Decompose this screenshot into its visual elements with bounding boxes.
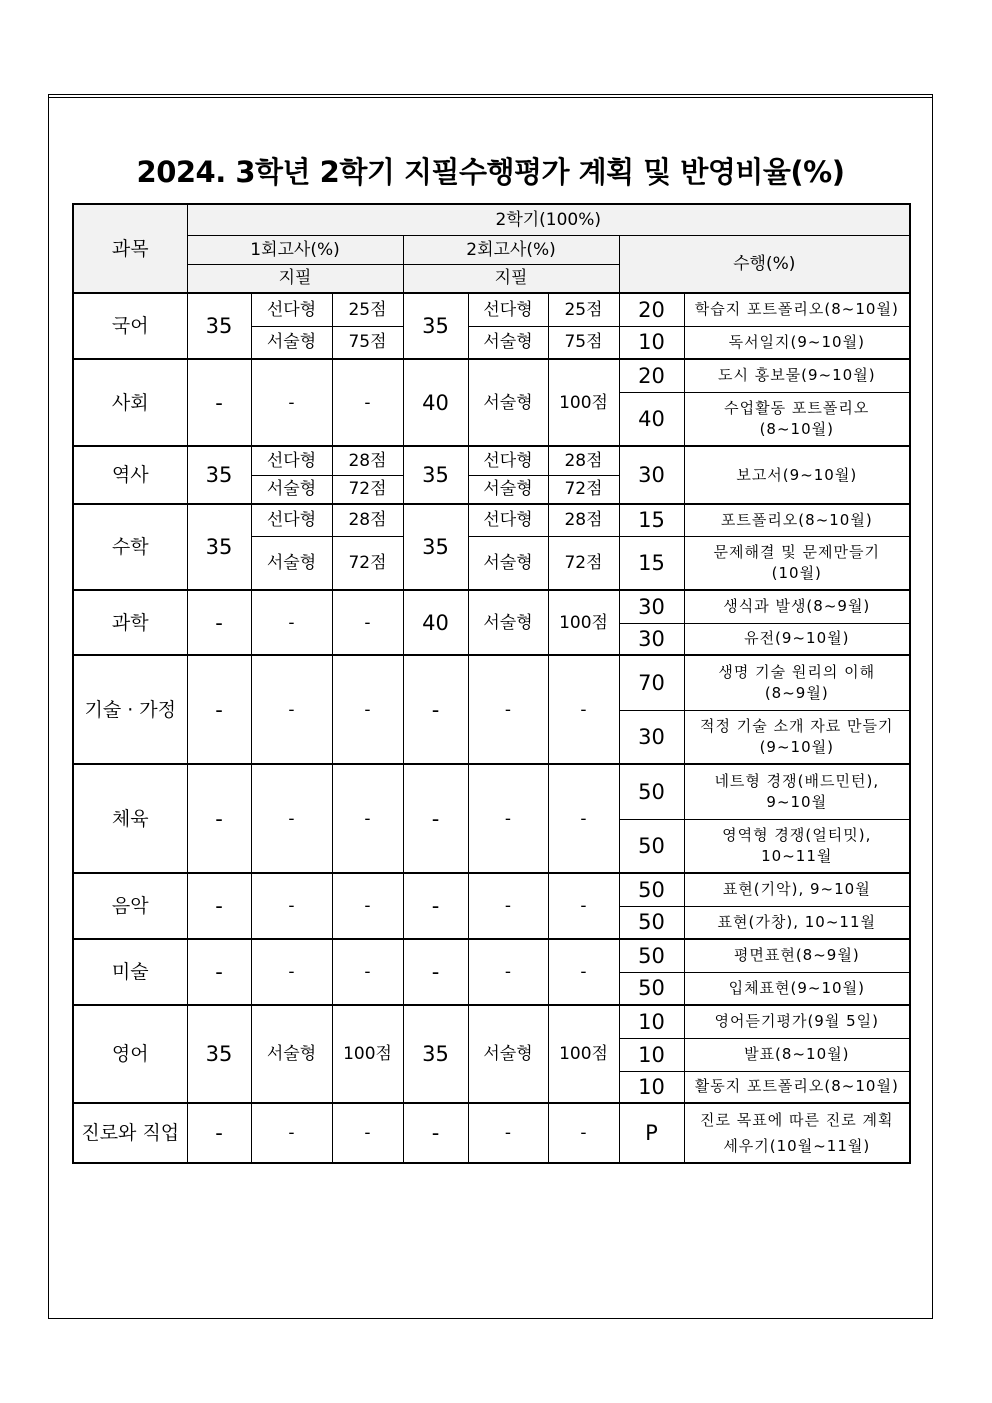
perf-ratio: 30 xyxy=(619,590,684,623)
header-exam1: 1회고사(%) xyxy=(187,235,403,264)
subject-name: 영어 xyxy=(73,1005,187,1103)
perf-ratio: 50 xyxy=(619,972,684,1005)
exam2-ratio: 40 xyxy=(403,359,468,446)
perf-desc: 생식과 발생(8~9월) xyxy=(684,590,910,623)
header-performance: 수행(%) xyxy=(619,235,910,293)
perf-desc-line1: 문제해결 및 문제만들기 xyxy=(713,542,880,561)
perf-desc-line2: (9~10월) xyxy=(759,737,834,756)
exam2-type: 서술형 xyxy=(468,1005,548,1103)
perf-desc xyxy=(684,655,910,710)
perf-desc: 독서일지(9~10월) xyxy=(684,326,910,359)
exam1-ratio: 35 xyxy=(187,504,251,590)
perf-ratio: 50 xyxy=(619,873,684,906)
exam1-ratio: - xyxy=(187,939,251,1005)
exam1-ratio: - xyxy=(187,873,251,939)
perf-ratio: 30 xyxy=(619,710,684,764)
exam2-ratio: 35 xyxy=(403,1005,468,1103)
page-title: 2024. 3학년 2학기 지필수행평가 계획 및 반영비율(%) xyxy=(136,155,845,189)
exam1-type: 서술형 xyxy=(251,475,332,504)
header-semester: 2학기(100%) xyxy=(187,204,910,235)
subject-name: 과학 xyxy=(73,590,187,655)
exam1-type: 선다형 xyxy=(251,293,332,326)
perf-desc: 활동지 포트폴리오(8~10월) xyxy=(684,1071,910,1103)
exam1-type: - xyxy=(251,359,332,446)
exam2-score: - xyxy=(548,939,619,1005)
perf-desc: 학습지 포트폴리오(8~10월) xyxy=(684,293,910,326)
exam2-ratio: - xyxy=(403,873,468,939)
perf-ratio: 50 xyxy=(619,819,684,873)
exam1-ratio: 35 xyxy=(187,446,251,504)
perf-desc-line1: 수업활동 포트폴리오 xyxy=(724,398,870,417)
perf-desc: 평면표현(8~9월) xyxy=(684,939,910,972)
perf-ratio: 20 xyxy=(619,293,684,326)
exam1-score: - xyxy=(332,590,403,655)
exam1-score: - xyxy=(332,873,403,939)
exam2-score: - xyxy=(548,655,619,764)
evaluation-plan-table xyxy=(72,203,911,1164)
exam2-score: - xyxy=(548,764,619,873)
exam2-score: - xyxy=(548,873,619,939)
exam2-ratio: - xyxy=(403,764,468,873)
perf-desc-line1: 적정 기술 소개 자료 만들기 xyxy=(700,716,894,735)
exam2-ratio: - xyxy=(403,1103,468,1163)
perf-desc xyxy=(684,392,910,446)
perf-desc xyxy=(684,710,910,764)
exam1-ratio: - xyxy=(187,1103,251,1163)
exam2-ratio: 35 xyxy=(403,504,468,590)
exam1-score: - xyxy=(332,764,403,873)
exam2-score: 25점 xyxy=(548,293,619,326)
subject-name: 기술 · 가정 xyxy=(73,655,187,764)
exam1-score: 28점 xyxy=(332,446,403,475)
perf-desc xyxy=(684,1103,910,1163)
perf-ratio: 50 xyxy=(619,764,684,819)
exam1-ratio: - xyxy=(187,764,251,873)
exam2-type: - xyxy=(468,1103,548,1163)
exam2-type: 서술형 xyxy=(468,536,548,590)
perf-desc: 보고서(9~10월) xyxy=(684,446,910,504)
perf-ratio: 30 xyxy=(619,446,684,504)
exam1-score: - xyxy=(332,359,403,446)
perf-desc: 입체표현(9~10월) xyxy=(684,972,910,1005)
perf-ratio: 40 xyxy=(619,392,684,446)
exam2-score: 28점 xyxy=(548,446,619,475)
perf-ratio: 15 xyxy=(619,504,684,536)
subject-name: 음악 xyxy=(73,873,187,939)
perf-desc-line2: 세우기(10월~11월) xyxy=(723,1137,871,1155)
exam2-ratio: - xyxy=(403,655,468,764)
exam2-score: 100점 xyxy=(548,590,619,655)
subject-name: 미술 xyxy=(73,939,187,1005)
perf-desc-line1: 네트형 경쟁(배드민턴), xyxy=(714,771,880,790)
perf-desc xyxy=(684,764,910,819)
header-subject: 과목 xyxy=(73,204,187,293)
subject-name: 수학 xyxy=(73,504,187,590)
perf-desc: 표현(기악), 9~10월 xyxy=(684,873,910,906)
exam1-type: 선다형 xyxy=(251,504,332,536)
exam2-type: - xyxy=(468,655,548,764)
perf-ratio: 15 xyxy=(619,536,684,590)
perf-desc: 발표(8~10월) xyxy=(684,1038,910,1071)
perf-desc-line1: 영역형 경쟁(얼티밋), xyxy=(722,825,872,844)
perf-ratio: 10 xyxy=(619,1005,684,1038)
exam1-type: 서술형 xyxy=(251,1005,332,1103)
exam1-ratio: - xyxy=(187,590,251,655)
perf-desc: 표현(가창), 10~11월 xyxy=(684,906,910,939)
perf-ratio: 10 xyxy=(619,326,684,359)
exam1-type: - xyxy=(251,764,332,873)
perf-desc: 포트폴리오(8~10월) xyxy=(684,504,910,536)
exam2-score: 72점 xyxy=(548,475,619,504)
header-written1: 지필 xyxy=(187,264,403,293)
exam2-score: 28점 xyxy=(548,504,619,536)
exam2-type: 서술형 xyxy=(468,475,548,504)
exam2-score: 75점 xyxy=(548,326,619,359)
exam2-score: 100점 xyxy=(548,1005,619,1103)
exam1-type: - xyxy=(251,590,332,655)
perf-ratio: 10 xyxy=(619,1038,684,1071)
exam1-score: 25점 xyxy=(332,293,403,326)
exam2-score: 72점 xyxy=(548,536,619,590)
subject-name: 체육 xyxy=(73,764,187,873)
exam1-score: 28점 xyxy=(332,504,403,536)
exam1-type: - xyxy=(251,655,332,764)
header-written2: 지필 xyxy=(403,264,619,293)
exam2-ratio: 35 xyxy=(403,293,468,359)
exam2-ratio: - xyxy=(403,939,468,1005)
exam1-type: 선다형 xyxy=(251,446,332,475)
exam1-type: - xyxy=(251,1103,332,1163)
exam1-type: - xyxy=(251,939,332,1005)
perf-ratio: P xyxy=(619,1103,684,1163)
subject-name: 사회 xyxy=(73,359,187,446)
perf-desc-line2: 9~10월 xyxy=(766,792,828,811)
exam2-type: 선다형 xyxy=(468,293,548,326)
subject-name: 국어 xyxy=(73,293,187,359)
exam2-type: 서술형 xyxy=(468,326,548,359)
exam2-type: 서술형 xyxy=(468,590,548,655)
perf-ratio: 30 xyxy=(619,623,684,655)
exam1-score: 72점 xyxy=(332,536,403,590)
exam1-score: - xyxy=(332,655,403,764)
exam2-type: 선다형 xyxy=(468,504,548,536)
perf-desc-line2: 10~11월 xyxy=(761,846,833,865)
exam2-type: - xyxy=(468,764,548,873)
perf-desc-line2: (10월) xyxy=(771,563,822,582)
exam1-score: 72점 xyxy=(332,475,403,504)
subject-name: 진로와 직업 xyxy=(73,1103,187,1163)
exam1-score: 75점 xyxy=(332,326,403,359)
exam2-score: - xyxy=(548,1103,619,1163)
frame-double-line xyxy=(48,97,933,98)
perf-ratio: 50 xyxy=(619,906,684,939)
exam2-type: 서술형 xyxy=(468,359,548,446)
exam1-score: 100점 xyxy=(332,1005,403,1103)
exam2-ratio: 35 xyxy=(403,446,468,504)
subject-name: 역사 xyxy=(73,446,187,504)
exam1-score: - xyxy=(332,939,403,1005)
perf-desc xyxy=(684,536,910,590)
perf-desc-line1: 생명 기술 원리의 이해 xyxy=(718,662,876,681)
exam1-ratio: 35 xyxy=(187,1005,251,1103)
perf-ratio: 70 xyxy=(619,655,684,710)
header-exam2: 2회고사(%) xyxy=(403,235,619,264)
exam1-ratio: - xyxy=(187,359,251,446)
perf-ratio: 10 xyxy=(619,1071,684,1103)
perf-desc: 도시 홍보물(9~10월) xyxy=(684,359,910,392)
exam1-ratio: - xyxy=(187,655,251,764)
exam2-type: - xyxy=(468,939,548,1005)
exam1-type: 서술형 xyxy=(251,326,332,359)
exam2-ratio: 40 xyxy=(403,590,468,655)
exam1-type: 서술형 xyxy=(251,536,332,590)
exam1-score: - xyxy=(332,1103,403,1163)
exam1-ratio: 35 xyxy=(187,293,251,359)
perf-ratio: 50 xyxy=(619,939,684,972)
perf-desc-line1: 진로 목표에 따른 진로 계획 xyxy=(700,1111,894,1129)
exam2-type: 선다형 xyxy=(468,446,548,475)
perf-ratio: 20 xyxy=(619,359,684,392)
perf-desc xyxy=(684,819,910,873)
exam2-score: 100점 xyxy=(548,359,619,446)
exam2-type: - xyxy=(468,873,548,939)
perf-desc-line2: (8~10월) xyxy=(759,419,834,438)
perf-desc: 유전(9~10월) xyxy=(684,623,910,655)
perf-desc-line2: (8~9월) xyxy=(764,683,829,702)
perf-desc: 영어듣기평가(9월 5일) xyxy=(684,1005,910,1038)
exam1-type: - xyxy=(251,873,332,939)
